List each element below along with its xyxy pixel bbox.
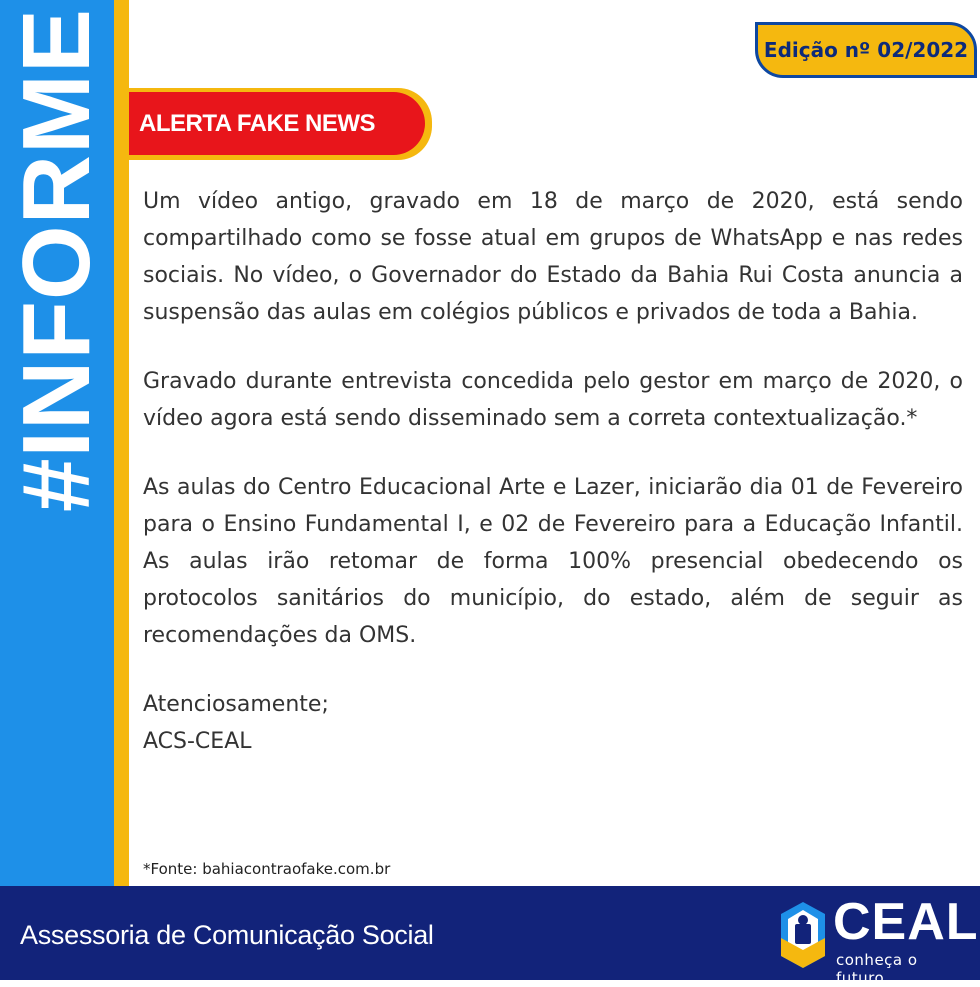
paragraph-context: Gravado durante entrevista concedida pelo gestor em março de 2020, o vídeo agora está sendo disseminado sem a correta contextualização.* — [143, 369, 963, 431]
edition-badge: Edição nº 02/2022 — [755, 22, 977, 78]
footer-department: Assessoria de Comunicação Social — [20, 920, 434, 950]
informe-vertical-title: #INFORME — [3, 7, 110, 513]
notice-body — [143, 183, 963, 760]
source-note: *Fonte: bahiacontraofake.com.br — [143, 860, 391, 878]
signature-greeting: Atenciosamente; — [143, 692, 329, 717]
ceal-logo — [778, 893, 979, 987]
signature-name: ACS-CEAL — [143, 729, 252, 754]
left-yellow-stripe — [114, 0, 129, 886]
paragraph-fake-video: Um vídeo antigo, gravado em 18 de março de 2020, está sendo compartilhado como se fosse atual em grupos de WhatsApp e nas redes sociais. No vídeo, o Governador do Estado da Bahia Rui Costa anuncia a suspensão das aulas em colégios públicos e privados de toda a Bahia. — [143, 189, 963, 325]
ceal-logo-tagline: conheça o futuro — [836, 951, 918, 987]
ceal-hexagon-emblem-icon — [778, 898, 828, 972]
ceal-logo-wordmark: CEAL — [833, 893, 979, 951]
alert-fake-news-banner: ALERTA FAKE NEWS — [129, 92, 425, 155]
paragraph-classes: As aulas do Centro Educacional Arte e Lazer, iniciarão dia 01 de Fevereiro para o Ensino Fundamental I, e 02 de Fevereiro para a Educação Infantil. As aulas irão retomar de forma 100% presencial obedecendo os protocolos sanitários do município, do estado, além de seguir as recomendações da OMS. — [143, 475, 963, 648]
